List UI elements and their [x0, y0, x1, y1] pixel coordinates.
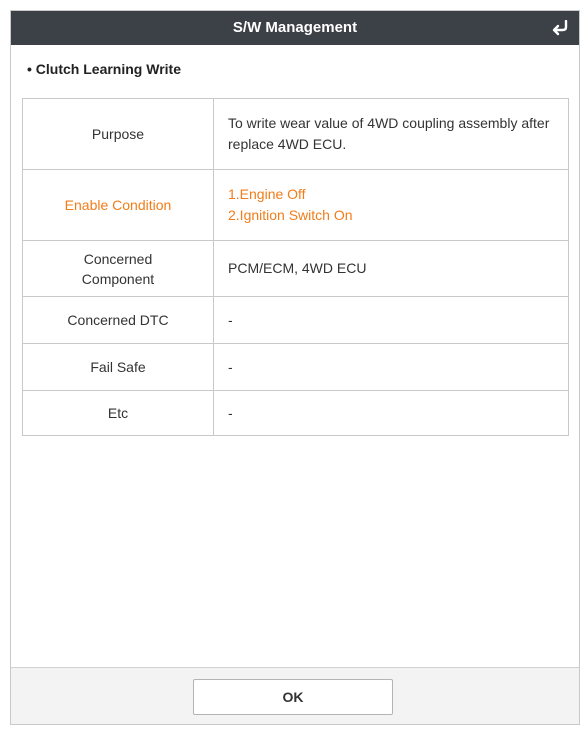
table-row-concerned-component — [23, 241, 569, 297]
info-table — [22, 98, 569, 436]
row-value-text: - — [228, 311, 233, 328]
row-label-text: Concerned DTC — [67, 312, 169, 328]
row-label-text: Component — [81, 270, 155, 287]
row-label — [23, 391, 214, 436]
table-row-fail-safe — [23, 344, 569, 391]
ok-button[interactable]: OK — [193, 679, 393, 715]
row-value — [214, 344, 569, 391]
row-label-text: Fail Safe — [90, 359, 146, 375]
row-value — [214, 391, 569, 436]
row-value-text: To write wear value of 4WD coupling assembly after — [228, 115, 550, 131]
row-label — [23, 344, 214, 391]
row-label-text: Etc — [107, 405, 129, 421]
dialog-footer — [11, 667, 579, 724]
table-row-purpose — [23, 99, 569, 170]
row-value — [214, 241, 569, 297]
row-value-text: - — [228, 358, 233, 375]
row-value-text: - — [228, 404, 233, 421]
title-bar — [11, 11, 579, 45]
row-value-text: replace 4WD ECU. — [228, 136, 347, 152]
dialog-window — [10, 10, 580, 725]
row-value — [214, 297, 569, 344]
row-label — [23, 99, 214, 170]
row-label — [23, 170, 214, 241]
section-title: • Clutch Learning Write — [27, 61, 181, 77]
row-value-text: PCM/ECM, 4WD ECU — [228, 260, 367, 276]
back-button[interactable] — [547, 15, 573, 41]
row-label — [23, 241, 214, 297]
row-label-text: Purpose — [91, 126, 145, 142]
return-arrow-icon — [551, 20, 569, 36]
row-value — [214, 99, 569, 170]
row-value-text: 2.Ignition Switch On — [228, 207, 353, 223]
row-label-text: Enable Condition — [64, 197, 172, 213]
window-title: S/W Management — [232, 19, 358, 36]
table-row-enable-condition — [23, 170, 569, 241]
row-label-text: Concerned — [83, 250, 153, 267]
row-value — [214, 170, 569, 241]
table-row-etc — [23, 391, 569, 436]
row-value-text: 1.Engine Off — [228, 186, 306, 202]
table-row-concerned-dtc — [23, 297, 569, 344]
row-label — [23, 297, 214, 344]
